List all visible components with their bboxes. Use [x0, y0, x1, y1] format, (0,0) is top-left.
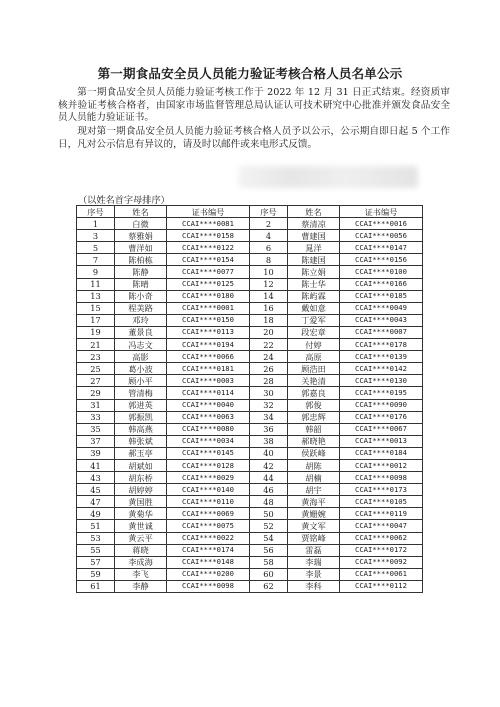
cell-no: 24: [250, 351, 288, 363]
table-row: [77, 339, 423, 351]
cell-name: 胡斌如: [115, 459, 167, 471]
cell-cert: CCAI****0061: [340, 568, 423, 580]
cell-name: 黄国胜: [115, 496, 167, 508]
cell-name: 关艳清: [288, 375, 340, 387]
header-name-left: 姓名: [115, 206, 167, 218]
sort-note: （以姓名首字母排序）: [78, 195, 170, 206]
cell-cert: CCAI****0034: [167, 435, 250, 447]
cell-no: 27: [77, 375, 115, 387]
cell-no: 5: [77, 242, 115, 254]
header-no-left: 序号: [77, 206, 115, 218]
cell-name: 胡东桥: [115, 472, 167, 484]
cell-name: 黄世诚: [115, 520, 167, 532]
cell-no: 23: [77, 351, 115, 363]
cell-no: 30: [250, 387, 288, 399]
cell-no: 38: [250, 435, 288, 447]
cell-cert: CCAI****0066: [167, 351, 250, 363]
cell-name: 韩韶: [288, 423, 340, 435]
cell-cert: CCAI****0007: [340, 326, 423, 338]
cell-name: 黄海平: [288, 496, 340, 508]
cell-name: 郭振凯: [115, 411, 167, 423]
cell-name: 蔡雅娟: [115, 230, 167, 242]
cell-cert: CCAI****0012: [340, 459, 423, 471]
cell-name: 郝玉亭: [115, 447, 167, 459]
table-row: [77, 520, 423, 532]
cell-name: 郝晓艳: [288, 435, 340, 447]
cell-name: 董景良: [115, 326, 167, 338]
cell-name: 付婷: [288, 339, 340, 351]
cell-name: 黄姗婉: [288, 508, 340, 520]
cell-name: 李景: [288, 568, 340, 580]
cell-no: 60: [250, 568, 288, 580]
cell-cert: CCAI****0130: [340, 375, 423, 387]
cell-cert: CCAI****0098: [167, 580, 250, 592]
cell-cert: CCAI****0194: [167, 339, 250, 351]
cell-cert: CCAI****0056: [340, 230, 423, 242]
cell-no: 35: [77, 423, 115, 435]
cell-no: 10: [250, 266, 288, 278]
table-row: [77, 254, 423, 266]
table-row: [77, 459, 423, 471]
table-row: [77, 496, 423, 508]
cell-no: 4: [250, 230, 288, 242]
cell-no: 41: [77, 459, 115, 471]
cell-name: 黄文军: [288, 520, 340, 532]
cell-no: 28: [250, 375, 288, 387]
cell-cert: CCAI****0110: [167, 496, 250, 508]
cell-cert: CCAI****0154: [167, 254, 250, 266]
cell-no: 61: [77, 580, 115, 592]
cell-name: 冯志文: [115, 339, 167, 351]
table-row: [77, 447, 423, 459]
cell-no: 7: [77, 254, 115, 266]
table-row: [77, 266, 423, 278]
cell-name: 李瑞: [288, 556, 340, 568]
cell-cert: CCAI****0185: [340, 290, 423, 302]
cell-name: 陈晴: [115, 278, 167, 290]
notice-paragraph: 现对第一期食品安全员人员能力验证考核合格人员予以公示，公示期自即日起 5 个工作日，凡对公示信息有异议的，请及时以邮件或来电形式反馈。: [58, 126, 450, 150]
cell-no: 21: [77, 339, 115, 351]
cell-no: 57: [77, 556, 115, 568]
cell-no: 15: [77, 302, 115, 314]
cell-name: 曹洋如: [115, 242, 167, 254]
cell-name: 李成海: [115, 556, 167, 568]
header-cert-right: 证书编号: [340, 206, 423, 218]
cell-cert: CCAI****0105: [340, 496, 423, 508]
cell-no: 43: [77, 472, 115, 484]
cell-no: 58: [250, 556, 288, 568]
cell-name: 陈屿霖: [288, 290, 340, 302]
cell-cert: CCAI****0062: [340, 532, 423, 544]
cell-no: 46: [250, 484, 288, 496]
cell-cert: CCAI****0080: [167, 423, 250, 435]
cell-cert: CCAI****0098: [340, 472, 423, 484]
cell-cert: CCAI****0128: [167, 459, 250, 471]
cell-cert: CCAI****0029: [167, 472, 250, 484]
table-row: [77, 484, 423, 496]
cell-no: 62: [250, 580, 288, 592]
cell-cert: CCAI****0147: [340, 242, 423, 254]
table-header-row: [77, 206, 423, 218]
cell-no: 31: [77, 399, 115, 411]
cell-cert: CCAI****0122: [167, 242, 250, 254]
table-row: [77, 290, 423, 302]
cell-name: 蔡清凉: [288, 218, 340, 230]
cell-name: 李飞: [115, 568, 167, 580]
cell-no: 19: [77, 326, 115, 338]
cell-name: 胡陈: [288, 459, 340, 471]
cell-cert: CCAI****0200: [167, 568, 250, 580]
roster-body: [77, 218, 423, 593]
cell-cert: CCAI****0113: [167, 326, 250, 338]
cell-no: 29: [77, 387, 115, 399]
header-cert-left: 证书编号: [167, 206, 250, 218]
cell-cert: CCAI****0176: [340, 411, 423, 423]
table-row: [77, 423, 423, 435]
table-row: [77, 568, 423, 580]
cell-name: 曹建国: [288, 230, 340, 242]
cell-cert: CCAI****0173: [340, 484, 423, 496]
cell-no: 33: [77, 411, 115, 423]
cell-name: 胡楠: [288, 472, 340, 484]
table-row: [77, 375, 423, 387]
cell-name: 侯跃峰: [288, 447, 340, 459]
table-row: [77, 218, 423, 230]
cell-no: 12: [250, 278, 288, 290]
cell-cert: CCAI****0184: [340, 447, 423, 459]
cell-cert: CCAI****0100: [340, 266, 423, 278]
table-row: [77, 351, 423, 363]
blurred-contact-region: [238, 166, 418, 188]
cell-name: 丁爱军: [288, 314, 340, 326]
cell-cert: CCAI****0069: [167, 508, 250, 520]
cell-name: 郭忠辉: [288, 411, 340, 423]
cell-no: 17: [77, 314, 115, 326]
cell-name: 顾小平: [115, 375, 167, 387]
cell-name: 郭俊: [288, 399, 340, 411]
cell-no: 51: [77, 520, 115, 532]
cell-cert: CCAI****0013: [340, 435, 423, 447]
cell-no: 54: [250, 532, 288, 544]
cell-name: 邓玲: [115, 314, 167, 326]
cell-cert: CCAI****0142: [340, 363, 423, 375]
cell-name: 黄菊华: [115, 508, 167, 520]
cell-no: 32: [250, 399, 288, 411]
cell-no: 49: [77, 508, 115, 520]
cell-name: 陈小奇: [115, 290, 167, 302]
cell-cert: CCAI****0090: [340, 399, 423, 411]
cell-cert: CCAI****0047: [340, 520, 423, 532]
cell-name: 戴如意: [288, 302, 340, 314]
cell-cert: CCAI****0166: [340, 278, 423, 290]
cell-name: 黄云平: [115, 532, 167, 544]
cell-name: 郭进英: [115, 399, 167, 411]
intro-paragraph: 第一期食品安全员人员能力验证考核工作于 2022 年 12 月 31 日正式结束。经资质审核并验证考核合格者，由国家市场监督管理总局认证认可技术研究中心批准并颁发食品安全员人员能力验证证书。: [58, 87, 450, 123]
cell-cert: CCAI****0022: [167, 532, 250, 544]
table-row: [77, 230, 423, 242]
cell-cert: CCAI****0081: [167, 218, 250, 230]
cell-name: 贾铭峰: [288, 532, 340, 544]
cell-cert: CCAI****0043: [340, 314, 423, 326]
cell-no: 11: [77, 278, 115, 290]
cell-no: 34: [250, 411, 288, 423]
cell-cert: CCAI****0001: [167, 302, 250, 314]
cell-cert: CCAI****0140: [167, 484, 250, 496]
cell-cert: CCAI****0178: [340, 339, 423, 351]
table-row: [77, 472, 423, 484]
cell-no: 14: [250, 290, 288, 302]
cell-no: 53: [77, 532, 115, 544]
cell-no: 56: [250, 544, 288, 556]
cell-name: 李科: [288, 580, 340, 592]
cell-no: 37: [77, 435, 115, 447]
cell-cert: CCAI****0077: [167, 266, 250, 278]
cell-no: 42: [250, 459, 288, 471]
cell-name: 胡宇: [288, 484, 340, 496]
cell-name: 陈柏栋: [115, 254, 167, 266]
cell-name: 陈立娟: [288, 266, 340, 278]
cell-no: 59: [77, 568, 115, 580]
table-row: [77, 532, 423, 544]
cell-no: 20: [250, 326, 288, 338]
cell-cert: CCAI****0003: [167, 375, 250, 387]
header-name-right: 姓名: [288, 206, 340, 218]
cell-cert: CCAI****0172: [340, 544, 423, 556]
page-title: 第一期食品安全员人员能力验证考核合格人员名单公示: [97, 66, 403, 81]
table-row: [77, 302, 423, 314]
cell-cert: CCAI****0174: [167, 544, 250, 556]
table-row: [77, 544, 423, 556]
cell-cert: CCAI****0195: [340, 387, 423, 399]
cell-name: 陈建国: [288, 254, 340, 266]
cell-name: 雷磊: [288, 544, 340, 556]
cell-name: 胡婷婷: [115, 484, 167, 496]
cell-cert: CCAI****0016: [340, 218, 423, 230]
cell-no: 1: [77, 218, 115, 230]
table-row: [77, 314, 423, 326]
cell-name: 韩高燕: [115, 423, 167, 435]
cell-cert: CCAI****0150: [167, 314, 250, 326]
cell-name: 李静: [115, 580, 167, 592]
table-row: [77, 363, 423, 375]
table-row: [77, 435, 423, 447]
table-row: [77, 387, 423, 399]
cell-cert: CCAI****0063: [167, 411, 250, 423]
cell-name: 陈士华: [288, 278, 340, 290]
cell-no: 45: [77, 484, 115, 496]
table-row: [77, 556, 423, 568]
cell-cert: CCAI****0145: [167, 447, 250, 459]
cell-cert: CCAI****0092: [340, 556, 423, 568]
cell-no: 40: [250, 447, 288, 459]
cell-cert: CCAI****0119: [340, 508, 423, 520]
cell-name: 高原: [288, 351, 340, 363]
cell-name: 晁洋: [288, 242, 340, 254]
cell-no: 9: [77, 266, 115, 278]
cell-no: 36: [250, 423, 288, 435]
header-no-right: 序号: [250, 206, 288, 218]
cell-cert: CCAI****0148: [167, 556, 250, 568]
cell-no: 52: [250, 520, 288, 532]
cell-cert: CCAI****0067: [340, 423, 423, 435]
table-row: [77, 580, 423, 592]
table-row: [77, 326, 423, 338]
table-row: [77, 411, 423, 423]
cell-cert: CCAI****0181: [167, 363, 250, 375]
cell-no: 8: [250, 254, 288, 266]
cell-cert: CCAI****0112: [340, 580, 423, 592]
cell-name: 顾浩田: [288, 363, 340, 375]
table-row: [77, 242, 423, 254]
cell-name: 陈静: [115, 266, 167, 278]
cell-no: 47: [77, 496, 115, 508]
cell-name: 白微: [115, 218, 167, 230]
cell-no: 13: [77, 290, 115, 302]
cell-no: 26: [250, 363, 288, 375]
cell-no: 48: [250, 496, 288, 508]
cell-cert: CCAI****0040: [167, 399, 250, 411]
cell-cert: CCAI****0156: [340, 254, 423, 266]
cell-cert: CCAI****0049: [340, 302, 423, 314]
cell-no: 18: [250, 314, 288, 326]
roster-table: [76, 205, 423, 593]
cell-name: 韩张斌: [115, 435, 167, 447]
cell-no: 22: [250, 339, 288, 351]
cell-no: 39: [77, 447, 115, 459]
cell-name: 管清梅: [115, 387, 167, 399]
table-row: [77, 278, 423, 290]
cell-name: 程美路: [115, 302, 167, 314]
cell-cert: CCAI****0114: [167, 387, 250, 399]
cell-cert: CCAI****0139: [340, 351, 423, 363]
cell-no: 55: [77, 544, 115, 556]
cell-no: 44: [250, 472, 288, 484]
cell-cert: CCAI****0075: [167, 520, 250, 532]
cell-name: 蒋晓: [115, 544, 167, 556]
cell-cert: CCAI****0180: [167, 290, 250, 302]
table-row: [77, 399, 423, 411]
cell-no: 25: [77, 363, 115, 375]
cell-name: 郭嘉良: [288, 387, 340, 399]
cell-no: 3: [77, 230, 115, 242]
cell-no: 50: [250, 508, 288, 520]
cell-no: 6: [250, 242, 288, 254]
cell-name: 段宏章: [288, 326, 340, 338]
table-row: [77, 508, 423, 520]
cell-name: 葛小波: [115, 363, 167, 375]
cell-cert: CCAI****0125: [167, 278, 250, 290]
cell-no: 16: [250, 302, 288, 314]
cell-cert: CCAI****0158: [167, 230, 250, 242]
cell-name: 高影: [115, 351, 167, 363]
cell-no: 2: [250, 218, 288, 230]
